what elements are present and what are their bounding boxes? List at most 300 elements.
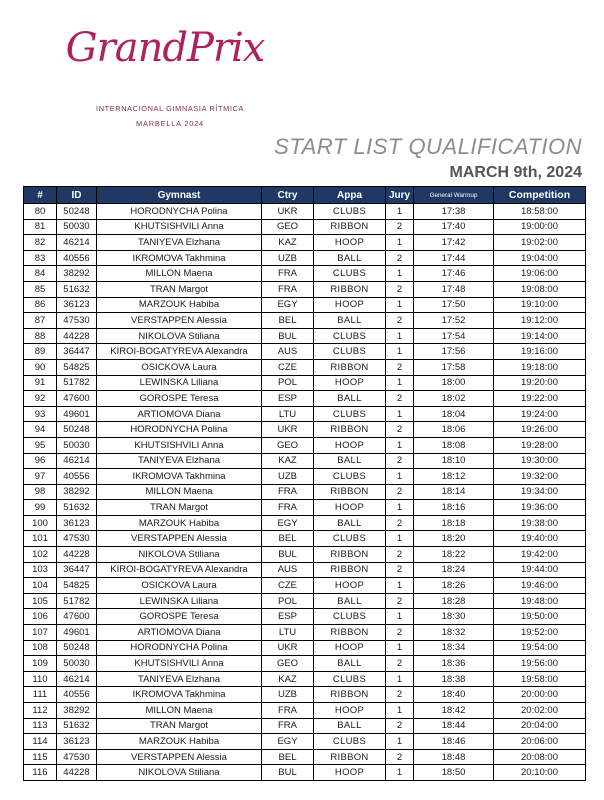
competition-time: 19:30:00 xyxy=(494,453,586,469)
warmup-time: 17:38 xyxy=(414,204,494,220)
gymnast-name: IKROMOVA Takhmina xyxy=(97,250,262,266)
warmup-time: 17:44 xyxy=(414,250,494,266)
apparatus: CLUBS xyxy=(314,266,386,282)
order-number: 104 xyxy=(24,578,57,594)
gymnast-id: 36447 xyxy=(57,562,97,578)
order-number: 110 xyxy=(24,671,57,687)
jury: 1 xyxy=(386,640,414,656)
apparatus: BALL xyxy=(314,656,386,672)
col-header-warmup: General Warmup xyxy=(414,187,494,204)
country-code: BEL xyxy=(262,313,314,329)
order-number: 113 xyxy=(24,718,57,734)
jury: 2 xyxy=(386,422,414,438)
table-row xyxy=(24,469,586,485)
gymnast-name: VERSTAPPEN Alessia xyxy=(97,531,262,547)
country-code: FRA xyxy=(262,484,314,500)
order-number: 94 xyxy=(24,422,57,438)
gymnast-id: 47600 xyxy=(57,609,97,625)
apparatus: RIBBON xyxy=(314,687,386,703)
warmup-time: 17:58 xyxy=(414,359,494,375)
order-number: 92 xyxy=(24,391,57,407)
apparatus: RIBBON xyxy=(314,484,386,500)
gymnast-name: OSICKOVA Laura xyxy=(97,359,262,375)
gymnast-id: 44228 xyxy=(57,547,97,563)
country-code: UKR xyxy=(262,204,314,220)
jury: 1 xyxy=(386,703,414,719)
table-row xyxy=(24,484,586,500)
country-code: ESP xyxy=(262,391,314,407)
country-code: POL xyxy=(262,375,314,391)
table-row xyxy=(24,656,586,672)
order-number: 86 xyxy=(24,297,57,313)
competition-time: 19:14:00 xyxy=(494,328,586,344)
competition-time: 19:42:00 xyxy=(494,547,586,563)
country-code: UZB xyxy=(262,469,314,485)
order-number: 100 xyxy=(24,515,57,531)
apparatus: HOOP xyxy=(314,500,386,516)
event-logo xyxy=(60,18,280,128)
country-code: FRA xyxy=(262,266,314,282)
warmup-time: 17:56 xyxy=(414,344,494,360)
gymnast-name: IKROMOVA Takhmina xyxy=(97,687,262,703)
col-header-competition: Competition xyxy=(494,187,586,204)
jury: 2 xyxy=(386,391,414,407)
competition-time: 19:34:00 xyxy=(494,484,586,500)
jury: 2 xyxy=(386,656,414,672)
gymnast-id: 36123 xyxy=(57,515,97,531)
warmup-time: 18:18 xyxy=(414,515,494,531)
table-row xyxy=(24,718,586,734)
gymnast-id: 47530 xyxy=(57,313,97,329)
order-number: 96 xyxy=(24,453,57,469)
warmup-time: 18:12 xyxy=(414,469,494,485)
gymnast-id: 36447 xyxy=(57,344,97,360)
warmup-time: 18:10 xyxy=(414,453,494,469)
country-code: GEO xyxy=(262,656,314,672)
gymnast-name: NIKOLOVA Stiliana xyxy=(97,547,262,563)
competition-time: 20:02:00 xyxy=(494,703,586,719)
order-number: 84 xyxy=(24,266,57,282)
gymnast-name: VERSTAPPEN Alessia xyxy=(97,749,262,765)
country-code: BUL xyxy=(262,547,314,563)
country-code: UZB xyxy=(262,687,314,703)
competition-time: 19:32:00 xyxy=(494,469,586,485)
competition-time: 19:36:00 xyxy=(494,500,586,516)
gymnast-name: HORODNYCHA Polina xyxy=(97,422,262,438)
table-row xyxy=(24,437,586,453)
apparatus: HOOP xyxy=(314,640,386,656)
gymnast-id: 40556 xyxy=(57,687,97,703)
jury: 1 xyxy=(386,734,414,750)
table-row xyxy=(24,703,586,719)
table-header-row xyxy=(24,187,586,204)
country-code: FRA xyxy=(262,281,314,297)
competition-time: 19:04:00 xyxy=(494,250,586,266)
table-row xyxy=(24,593,586,609)
gymnast-id: 51632 xyxy=(57,718,97,734)
apparatus: HOOP xyxy=(314,578,386,594)
warmup-time: 18:50 xyxy=(414,765,494,781)
gymnast-id: 47600 xyxy=(57,391,97,407)
apparatus: HOOP xyxy=(314,375,386,391)
warmup-time: 18:40 xyxy=(414,687,494,703)
warmup-time: 18:46 xyxy=(414,734,494,750)
order-number: 95 xyxy=(24,437,57,453)
gymnast-name: KIROI-BOGATYREVA Alexandra xyxy=(97,562,262,578)
competition-time: 19:52:00 xyxy=(494,625,586,641)
country-code: BUL xyxy=(262,328,314,344)
warmup-time: 18:44 xyxy=(414,718,494,734)
gymnast-name: TRAN Margot xyxy=(97,500,262,516)
order-number: 103 xyxy=(24,562,57,578)
gymnast-name: NIKOLOVA Stiliana xyxy=(97,328,262,344)
competition-time: 19:38:00 xyxy=(494,515,586,531)
apparatus: CLUBS xyxy=(314,671,386,687)
gymnast-id: 51632 xyxy=(57,500,97,516)
jury: 1 xyxy=(386,531,414,547)
competition-time: 19:54:00 xyxy=(494,640,586,656)
order-number: 91 xyxy=(24,375,57,391)
gymnast-name: TRAN Margot xyxy=(97,718,262,734)
apparatus: CLUBS xyxy=(314,734,386,750)
table-row xyxy=(24,266,586,282)
jury: 2 xyxy=(386,718,414,734)
warmup-time: 18:34 xyxy=(414,640,494,656)
country-code: BUL xyxy=(262,765,314,781)
country-code: FRA xyxy=(262,500,314,516)
table-row xyxy=(24,297,586,313)
gymnast-name: LEWINSKA Liliana xyxy=(97,375,262,391)
competition-time: 19:20:00 xyxy=(494,375,586,391)
gymnast-name: HORODNYCHA Polina xyxy=(97,204,262,220)
order-number: 83 xyxy=(24,250,57,266)
logo-title: GrandPrix xyxy=(65,25,265,71)
order-number: 88 xyxy=(24,328,57,344)
gymnast-name: GOROSPE Teresa xyxy=(97,391,262,407)
competition-time: 19:26:00 xyxy=(494,422,586,438)
warmup-time: 18:02 xyxy=(414,391,494,407)
logo-subtitle: INTERNACIONAL GIMNASIA RÍTMICA xyxy=(96,104,244,113)
col-header-gymnast: Gymnast xyxy=(97,187,262,204)
jury: 2 xyxy=(386,749,414,765)
country-code: AUS xyxy=(262,344,314,360)
country-code: KAZ xyxy=(262,453,314,469)
order-number: 89 xyxy=(24,344,57,360)
apparatus: CLUBS xyxy=(314,469,386,485)
jury: 1 xyxy=(386,609,414,625)
gymnast-id: 47530 xyxy=(57,749,97,765)
gymnast-name: MARZOUK Habiba xyxy=(97,515,262,531)
apparatus: RIBBON xyxy=(314,547,386,563)
jury: 2 xyxy=(386,593,414,609)
gymnast-name: NIKOLOVA Stiliana xyxy=(97,765,262,781)
country-code: CZE xyxy=(262,578,314,594)
apparatus: BALL xyxy=(314,515,386,531)
country-code: EGY xyxy=(262,297,314,313)
jury: 1 xyxy=(386,765,414,781)
apparatus: CLUBS xyxy=(314,328,386,344)
jury: 2 xyxy=(386,453,414,469)
order-number: 102 xyxy=(24,547,57,563)
table-row xyxy=(24,328,586,344)
gymnast-name: GOROSPE Teresa xyxy=(97,609,262,625)
jury: 1 xyxy=(386,328,414,344)
apparatus: CLUBS xyxy=(314,609,386,625)
warmup-time: 18:38 xyxy=(414,671,494,687)
gymnast-id: 50248 xyxy=(57,422,97,438)
competition-time: 19:46:00 xyxy=(494,578,586,594)
apparatus: BALL xyxy=(314,250,386,266)
jury: 2 xyxy=(386,625,414,641)
gymnast-name: ARTIOMOVA Diana xyxy=(97,625,262,641)
start-list-table xyxy=(23,186,586,781)
order-number: 98 xyxy=(24,484,57,500)
warmup-time: 18:08 xyxy=(414,437,494,453)
gymnast-id: 50030 xyxy=(57,656,97,672)
competition-time: 20:04:00 xyxy=(494,718,586,734)
gymnast-id: 54825 xyxy=(57,359,97,375)
jury: 1 xyxy=(386,500,414,516)
competition-time: 19:40:00 xyxy=(494,531,586,547)
apparatus: RIBBON xyxy=(314,219,386,235)
order-number: 97 xyxy=(24,469,57,485)
gymnast-name: TANIYEVA Elzhana xyxy=(97,235,262,251)
country-code: BEL xyxy=(262,531,314,547)
warmup-time: 18:30 xyxy=(414,609,494,625)
gymnast-name: IKROMOVA Takhmina xyxy=(97,469,262,485)
col-header-apparatus: Appa xyxy=(314,187,386,204)
jury: 2 xyxy=(386,515,414,531)
gymnast-name: OSICKOVA Laura xyxy=(97,578,262,594)
competition-time: 18:58:00 xyxy=(494,204,586,220)
gymnast-name: KHUTSISHVILI Anna xyxy=(97,656,262,672)
country-code: AUS xyxy=(262,562,314,578)
table-row xyxy=(24,235,586,251)
gymnast-id: 38292 xyxy=(57,266,97,282)
apparatus: BALL xyxy=(314,593,386,609)
gymnast-id: 38292 xyxy=(57,703,97,719)
gymnast-id: 46214 xyxy=(57,671,97,687)
table-row xyxy=(24,515,586,531)
order-number: 80 xyxy=(24,204,57,220)
col-header-country: Ctry xyxy=(262,187,314,204)
country-code: UKR xyxy=(262,422,314,438)
apparatus: HOOP xyxy=(314,765,386,781)
gymnast-name: ARTIOMOVA Diana xyxy=(97,406,262,422)
order-number: 114 xyxy=(24,734,57,750)
gymnast-name: KHUTSISHVILI Anna xyxy=(97,437,262,453)
competition-time: 19:00:00 xyxy=(494,219,586,235)
competition-time: 19:24:00 xyxy=(494,406,586,422)
gymnast-name: MARZOUK Habiba xyxy=(97,297,262,313)
competition-time: 19:06:00 xyxy=(494,266,586,282)
country-code: POL xyxy=(262,593,314,609)
warmup-time: 18:42 xyxy=(414,703,494,719)
apparatus: RIBBON xyxy=(314,422,386,438)
table-row xyxy=(24,734,586,750)
table-row xyxy=(24,375,586,391)
country-code: ESP xyxy=(262,609,314,625)
gymnast-id: 54825 xyxy=(57,578,97,594)
country-code: FRA xyxy=(262,703,314,719)
gymnast-name: MARZOUK Habiba xyxy=(97,734,262,750)
page-title: START LIST QUALIFICATION xyxy=(274,134,582,159)
table-row xyxy=(24,406,586,422)
table-row xyxy=(24,562,586,578)
competition-time: 19:44:00 xyxy=(494,562,586,578)
jury: 2 xyxy=(386,547,414,563)
gymnast-name: LEWINSKA Liliana xyxy=(97,593,262,609)
jury: 1 xyxy=(386,375,414,391)
jury: 1 xyxy=(386,406,414,422)
logo-location: MARBELLA 2024 xyxy=(136,119,204,128)
gymnast-id: 50248 xyxy=(57,640,97,656)
order-number: 111 xyxy=(24,687,57,703)
gymnast-id: 51782 xyxy=(57,375,97,391)
table-row xyxy=(24,609,586,625)
apparatus: BALL xyxy=(314,453,386,469)
apparatus: HOOP xyxy=(314,437,386,453)
apparatus: CLUBS xyxy=(314,204,386,220)
country-code: LTU xyxy=(262,625,314,641)
apparatus: BALL xyxy=(314,718,386,734)
jury: 1 xyxy=(386,235,414,251)
competition-time: 20:10:00 xyxy=(494,765,586,781)
competition-time: 19:12:00 xyxy=(494,313,586,329)
gymnast-id: 49601 xyxy=(57,406,97,422)
gymnast-name: TRAN Margot xyxy=(97,281,262,297)
order-number: 87 xyxy=(24,313,57,329)
jury: 1 xyxy=(386,297,414,313)
gymnast-id: 44228 xyxy=(57,328,97,344)
table-row xyxy=(24,671,586,687)
table-row xyxy=(24,359,586,375)
jury: 1 xyxy=(386,469,414,485)
warmup-time: 17:54 xyxy=(414,328,494,344)
competition-time: 19:58:00 xyxy=(494,671,586,687)
order-number: 90 xyxy=(24,359,57,375)
jury: 2 xyxy=(386,484,414,500)
apparatus: CLUBS xyxy=(314,344,386,360)
competition-time: 19:56:00 xyxy=(494,656,586,672)
col-header-jury: Jury xyxy=(386,187,414,204)
competition-time: 19:08:00 xyxy=(494,281,586,297)
table-row xyxy=(24,765,586,781)
gymnast-name: MILLON Maena xyxy=(97,703,262,719)
warmup-time: 17:52 xyxy=(414,313,494,329)
table-row xyxy=(24,204,586,220)
col-header-number: # xyxy=(24,187,57,204)
jury: 2 xyxy=(386,562,414,578)
warmup-time: 18:36 xyxy=(414,656,494,672)
table-row xyxy=(24,749,586,765)
warmup-time: 18:20 xyxy=(414,531,494,547)
table-row xyxy=(24,219,586,235)
country-code: EGY xyxy=(262,734,314,750)
competition-time: 19:28:00 xyxy=(494,437,586,453)
warmup-time: 18:00 xyxy=(414,375,494,391)
table-row xyxy=(24,625,586,641)
warmup-time: 17:50 xyxy=(414,297,494,313)
gymnast-id: 40556 xyxy=(57,250,97,266)
table-row xyxy=(24,531,586,547)
table-row xyxy=(24,422,586,438)
competition-time: 19:50:00 xyxy=(494,609,586,625)
apparatus: HOOP xyxy=(314,703,386,719)
apparatus: BALL xyxy=(314,313,386,329)
competition-time: 20:06:00 xyxy=(494,734,586,750)
order-number: 106 xyxy=(24,609,57,625)
apparatus: RIBBON xyxy=(314,281,386,297)
jury: 2 xyxy=(386,687,414,703)
competition-time: 19:16:00 xyxy=(494,344,586,360)
gymnast-id: 46214 xyxy=(57,235,97,251)
order-number: 105 xyxy=(24,593,57,609)
order-number: 108 xyxy=(24,640,57,656)
jury: 2 xyxy=(386,313,414,329)
warmup-time: 18:48 xyxy=(414,749,494,765)
country-code: GEO xyxy=(262,219,314,235)
competition-time: 20:00:00 xyxy=(494,687,586,703)
competition-time: 19:22:00 xyxy=(494,391,586,407)
gymnast-name: TANIYEVA Elzhana xyxy=(97,671,262,687)
jury: 1 xyxy=(386,578,414,594)
order-number: 107 xyxy=(24,625,57,641)
table-row xyxy=(24,313,586,329)
gymnast-id: 51782 xyxy=(57,593,97,609)
gymnast-id: 40556 xyxy=(57,469,97,485)
warmup-time: 18:04 xyxy=(414,406,494,422)
jury: 2 xyxy=(386,359,414,375)
country-code: CZE xyxy=(262,359,314,375)
gymnast-name: MILLON Maena xyxy=(97,266,262,282)
country-code: UZB xyxy=(262,250,314,266)
jury: 1 xyxy=(386,671,414,687)
gymnast-name: VERSTAPPEN Alessia xyxy=(97,313,262,329)
table-row xyxy=(24,281,586,297)
gymnast-id: 46214 xyxy=(57,453,97,469)
warmup-time: 18:22 xyxy=(414,547,494,563)
apparatus: CLUBS xyxy=(314,406,386,422)
warmup-time: 18:24 xyxy=(414,562,494,578)
warmup-time: 18:26 xyxy=(414,578,494,594)
apparatus: RIBBON xyxy=(314,625,386,641)
order-number: 101 xyxy=(24,531,57,547)
gymnast-id: 36123 xyxy=(57,734,97,750)
table-row xyxy=(24,250,586,266)
country-code: BEL xyxy=(262,749,314,765)
jury: 2 xyxy=(386,250,414,266)
gymnast-id: 47530 xyxy=(57,531,97,547)
warmup-time: 18:32 xyxy=(414,625,494,641)
gymnast-id: 49601 xyxy=(57,625,97,641)
gymnast-id: 50030 xyxy=(57,219,97,235)
table-row xyxy=(24,344,586,360)
warmup-time: 18:28 xyxy=(414,593,494,609)
col-header-id: ID xyxy=(57,187,97,204)
warmup-time: 18:14 xyxy=(414,484,494,500)
country-code: GEO xyxy=(262,437,314,453)
country-code: UKR xyxy=(262,640,314,656)
competition-time: 19:10:00 xyxy=(494,297,586,313)
gymnast-name: KHUTSISHVILI Anna xyxy=(97,219,262,235)
order-number: 115 xyxy=(24,749,57,765)
warmup-time: 18:06 xyxy=(414,422,494,438)
order-number: 85 xyxy=(24,281,57,297)
gymnast-id: 36123 xyxy=(57,297,97,313)
apparatus: RIBBON xyxy=(314,749,386,765)
competition-time: 20:08:00 xyxy=(494,749,586,765)
